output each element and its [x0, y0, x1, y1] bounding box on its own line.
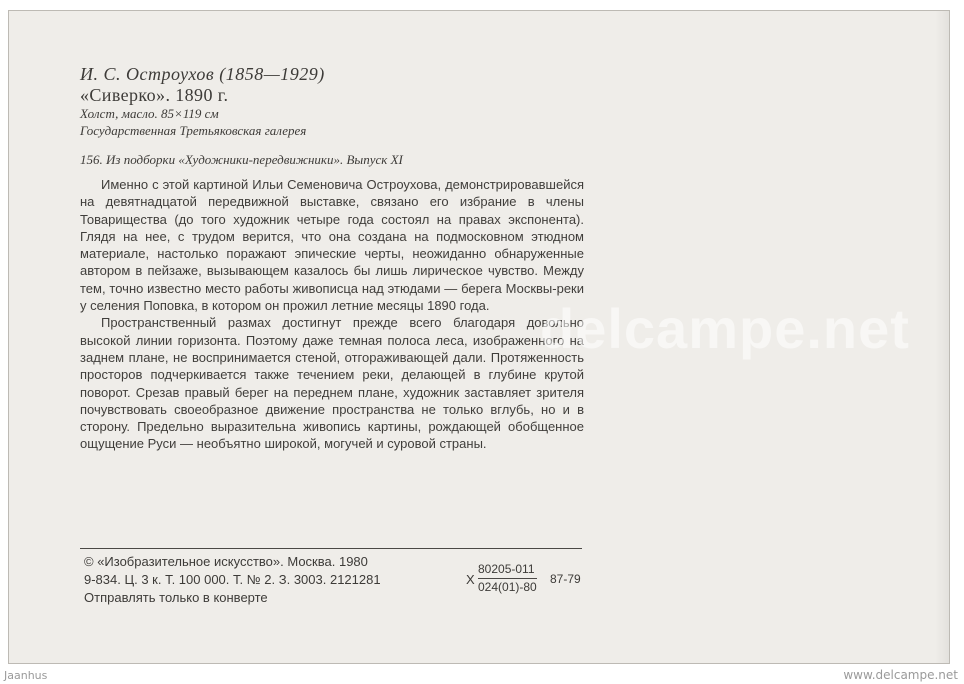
- artist-name: И. С. Остроухов (1858—1929): [80, 64, 325, 84]
- index-fraction: [478, 562, 537, 594]
- artwork-header: [80, 64, 403, 168]
- publisher-imprint: [84, 553, 381, 607]
- artwork-medium: Холст, масло. 85×119 см: [80, 106, 219, 121]
- museum-name: Государственная Третьяковская галерея: [80, 123, 307, 138]
- card-edge-shadow: [935, 11, 949, 663]
- uploader-credit: Jaanhus: [4, 669, 48, 682]
- description-text: [80, 176, 584, 453]
- description-paragraph: Именно с этой картиной Ильи Семеновича Остроухова, демонстрировавшейся на девятнадцатой передвижной выставке, связано его избрание в члены Товарищества (до того художник четыре года состоял на правах экспонента). Глядя на нее, с трудом верится, что она создана на подмосковном этюдном материале, настолько поражают эпические черты, неожиданно обнаруженные автором в пейзаже, вызывающем казалось бы лишь лирическое чувство. Между тем, точно известно место работы живописца над этюдами — берега Москвы-реки у селения Поповка, в котором он прожил летние месяцы 1890 года.: [80, 177, 584, 314]
- site-credit: www.delcampe.net: [843, 668, 958, 682]
- series-label: 156. Из подборки «Художники-передвижники». Выпуск XI: [80, 152, 403, 167]
- copyright-line: © «Изобразительное искусство». Москва. 1980: [84, 554, 368, 569]
- imprint-divider: [80, 548, 582, 549]
- description-paragraph: Пространственный размах достигнут прежде всего благодаря довольно высокой линии горизонта. Поэтому даже темная полоса леса, изображенного на заднем плане, не воспринимается стеной, отгораживающей дали. Протяженность просторов подчеркивается также течением реки, делающей в глубине крутой поворот. Срезав правый берег на переднем плане, художник заставляет зрителя почувствовать своеобразное движение пространства не только вглубь, но и в сторону. Предельно выразительна живопись картины, рождающей обобщенное ощущение Руси — необъятно широкой, могучей и суровой страны.: [80, 315, 584, 452]
- watermark: delcampe.net: [540, 297, 910, 360]
- index-denominator: 024(01)-80: [478, 580, 537, 594]
- mailing-note: Отправлять только в конверте: [84, 590, 268, 605]
- index-prefix: Х: [466, 572, 475, 587]
- index-numerator: 80205-011: [478, 562, 535, 576]
- artwork-title: «Сиверко». 1890 г.: [80, 85, 229, 105]
- index-suffix: 87-79: [550, 572, 581, 586]
- print-run-line: 9-834. Ц. 3 к. Т. 100 000. Т. № 2. З. 3003. 2121281: [84, 572, 381, 587]
